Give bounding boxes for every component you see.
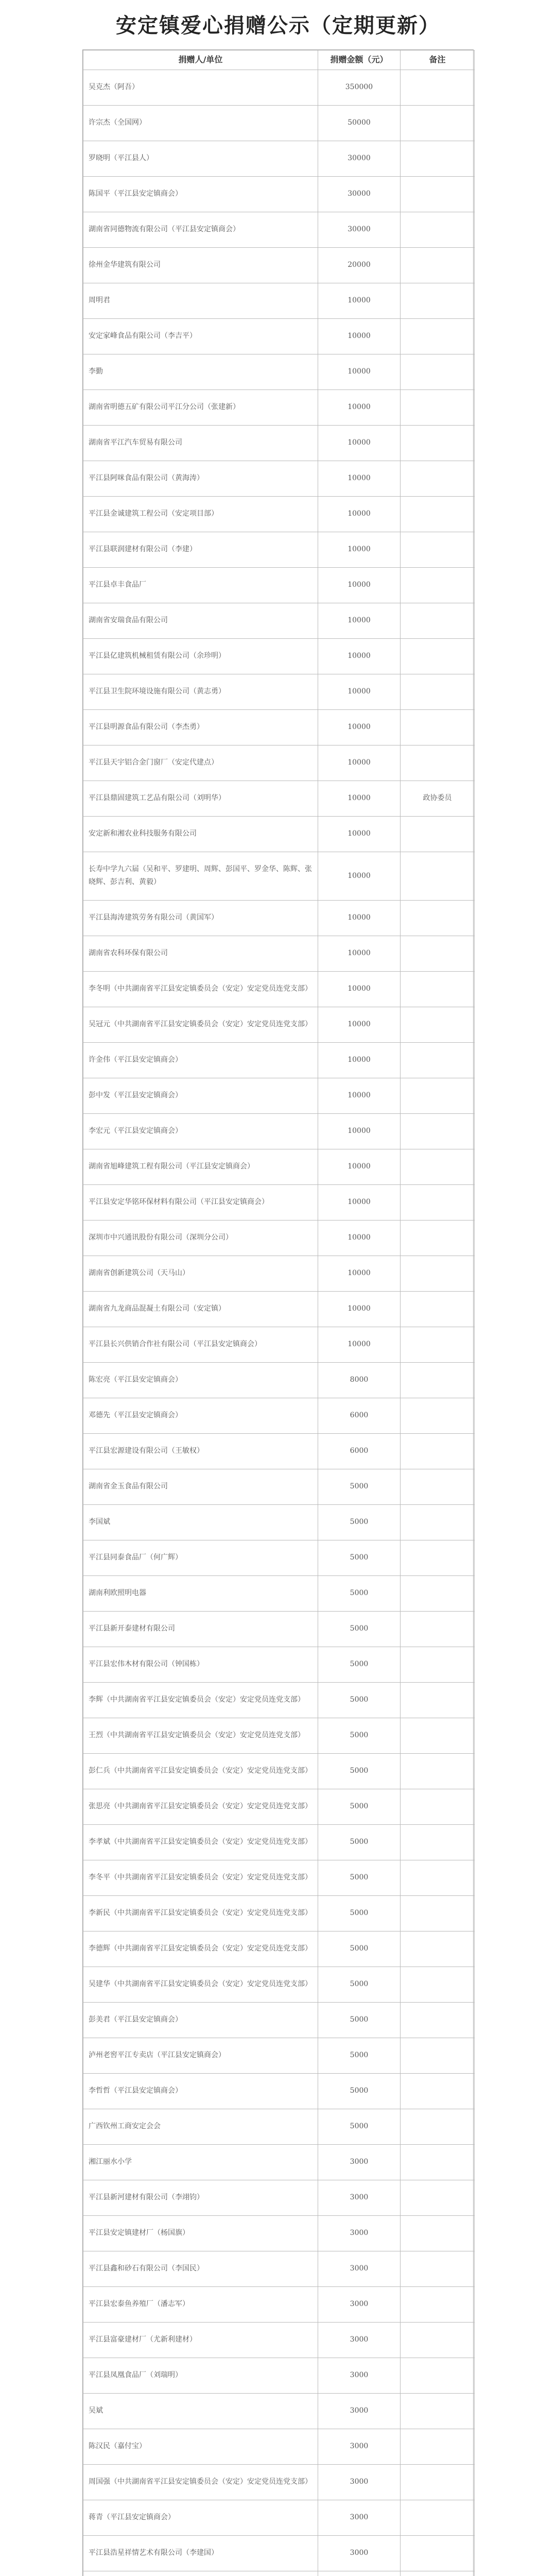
donation-amount: 10000 — [318, 971, 401, 1007]
remark — [401, 1575, 475, 1611]
donor-name: 长寿中学九六届（吴和平、罗建明、周辉、彭国平、罗金华、陈辉、张晓辉、彭吉利、黄毅） — [83, 852, 318, 900]
remark — [401, 900, 475, 936]
table-row — [83, 900, 475, 936]
table-row — [83, 2358, 475, 2393]
remark — [401, 2286, 475, 2322]
table-row — [83, 1469, 475, 1504]
table-row — [83, 1575, 475, 1611]
donor-name: 平江县卫生院环境设施有限公司（黄志勇） — [83, 674, 318, 709]
donation-amount: 50000 — [318, 105, 401, 141]
donor-name: 蒋青（平江县安定镇商会） — [83, 2500, 318, 2535]
table-row — [83, 1718, 475, 1753]
donor-name: 李辉（中共湖南省平江县安定镇委员会（安定）安定党员连党支部） — [83, 1682, 318, 1718]
donor-name: 李勤 — [83, 354, 318, 389]
donor-name: 平江县宏泰鱼养殖厂（潘志军） — [83, 2286, 318, 2322]
donor-name: 吴冠元（中共湖南省平江县安定镇委员会（安定）安定党员连党支部） — [83, 1007, 318, 1042]
table-row — [83, 2500, 475, 2535]
donor-name: 平江县同泰食品厂（何广辉） — [83, 1540, 318, 1575]
donor-name: 李德辉（中共湖南省平江县安定镇委员会（安定）安定党员连党支部） — [83, 1931, 318, 1967]
table-row — [83, 532, 475, 567]
donation-amount: 5000 — [318, 1540, 401, 1575]
table-row — [83, 141, 475, 176]
table-row — [83, 1398, 475, 1433]
table-row — [83, 1611, 475, 1647]
donation-amount: 3000 — [318, 2464, 401, 2500]
table-row — [83, 1895, 475, 1931]
table-row — [83, 1220, 475, 1256]
donation-amount: 10000 — [318, 603, 401, 638]
table-row — [83, 1682, 475, 1718]
donor-name: 平江县新开泰建材有限公司 — [83, 1611, 318, 1647]
donor-name: 陈宏亮（平江县安定镇商会） — [83, 1362, 318, 1398]
table-row — [83, 176, 475, 212]
donation-amount: 10000 — [318, 1220, 401, 1256]
donation-amount: 5000 — [318, 1504, 401, 1540]
donor-name — [83, 2571, 318, 2576]
remark — [401, 1718, 475, 1753]
donor-name: 平江县富豪建材厂（尤新利建材） — [83, 2322, 318, 2358]
table-row — [83, 389, 475, 425]
donor-name: 平江县金诚建筑工程公司（安定项目部） — [83, 496, 318, 532]
donor-name: 平江县宏伟木材有限公司（钟国栋） — [83, 1647, 318, 1682]
donor-name: 安定家峰食品有限公司（李吉平） — [83, 318, 318, 354]
table-row — [83, 496, 475, 532]
table-row — [83, 674, 475, 709]
remark — [401, 2144, 475, 2180]
donation-amount: 5000 — [318, 2002, 401, 2038]
donation-amount: 5000 — [318, 1860, 401, 1895]
table-row — [83, 70, 475, 105]
table-row — [83, 2535, 475, 2571]
remark — [401, 318, 475, 354]
donor-name: 邓德先（平江县安定镇商会） — [83, 1398, 318, 1433]
remark — [401, 1433, 475, 1469]
donation-amount — [318, 2571, 401, 2576]
donation-table-container — [82, 49, 474, 2576]
donor-name: 湖南省金玉食品有限公司 — [83, 1469, 318, 1504]
donor-name: 吴建华（中共湖南省平江县安定镇委员会（安定）安定党员连党支部） — [83, 1967, 318, 2002]
remark — [401, 2251, 475, 2286]
donor-name: 平江县安定镇建材厂（杨国旗） — [83, 2215, 318, 2251]
donation-amount: 10000 — [318, 389, 401, 425]
remark — [401, 2358, 475, 2393]
donation-amount: 3000 — [318, 2358, 401, 2393]
donation-amount: 3000 — [318, 2393, 401, 2429]
donation-amount: 3000 — [318, 2215, 401, 2251]
donation-amount: 5000 — [318, 1789, 401, 1824]
donor-name: 平江县鼎固建筑工艺品有限公司（刘明华） — [83, 781, 318, 816]
donation-amount: 6000 — [318, 1398, 401, 1433]
donor-name: 湖南省九龙商品混凝土有限公司（安定镇） — [83, 1291, 318, 1327]
remark — [401, 1895, 475, 1931]
donor-name: 周明君 — [83, 283, 318, 318]
donor-name: 吴斌 — [83, 2393, 318, 2429]
donation-amount: 5000 — [318, 2038, 401, 2073]
donor-name: 平江县凤凰食品厂（刘瑞明） — [83, 2358, 318, 2393]
donation-amount: 5000 — [318, 1647, 401, 1682]
donor-name: 平江县长兴供销合作社有限公司（平江县安定镇商会） — [83, 1327, 318, 1362]
table-row — [83, 2215, 475, 2251]
table-row — [83, 1647, 475, 1682]
remark — [401, 1789, 475, 1824]
donation-amount: 10000 — [318, 461, 401, 496]
table-row — [83, 2286, 475, 2322]
donor-name: 李宏元（平江县安定镇商会） — [83, 1113, 318, 1149]
table-row — [83, 318, 475, 354]
remark — [401, 1860, 475, 1895]
donation-amount: 10000 — [318, 745, 401, 781]
header-amount: 捐赠金额（元） — [318, 50, 401, 70]
remark — [401, 1398, 475, 1433]
donor-name: 平江县宏源建设有限公司（王敏权） — [83, 1433, 318, 1469]
donation-amount: 8000 — [318, 1362, 401, 1398]
remark — [401, 816, 475, 852]
donation-amount: 5000 — [318, 1682, 401, 1718]
donation-amount: 30000 — [318, 141, 401, 176]
remark — [401, 1931, 475, 1967]
donation-amount: 10000 — [318, 1256, 401, 1291]
table-header-row — [83, 50, 475, 70]
table-row — [83, 1753, 475, 1789]
page-title: 安定镇爱心捐赠公示（定期更新） — [116, 13, 440, 38]
donor-name: 湖南省农科环保有限公司 — [83, 936, 318, 971]
remark — [401, 567, 475, 603]
donor-name: 平江县海涛建筑劳务有限公司（黄国军） — [83, 900, 318, 936]
remark — [401, 1256, 475, 1291]
table-row — [83, 1789, 475, 1824]
table-row — [83, 2002, 475, 2038]
remark — [401, 496, 475, 532]
donor-name: 徐州金华建筑有限公司 — [83, 247, 318, 283]
donor-name: 李冬明（中共湖南省平江县安定镇委员会（安定）安定党员连党支部） — [83, 971, 318, 1007]
donation-amount: 10000 — [318, 852, 401, 900]
donation-amount: 10000 — [318, 1149, 401, 1184]
table-row — [83, 1007, 475, 1042]
donor-name: 李冬平（中共湖南省平江县安定镇委员会（安定）安定党员连党支部） — [83, 1860, 318, 1895]
donation-amount: 3000 — [318, 2322, 401, 2358]
donation-amount: 10000 — [318, 283, 401, 318]
table-row — [83, 2251, 475, 2286]
donor-name: 平江县鑫和砂石有限公司（李国民） — [83, 2251, 318, 2286]
table-row — [83, 1256, 475, 1291]
table-row — [83, 1967, 475, 2002]
donor-name: 李孝斌（中共湖南省平江县安定镇委员会（安定）安定党员连党支部） — [83, 1824, 318, 1860]
table-row — [83, 1860, 475, 1895]
donation-amount: 3000 — [318, 2286, 401, 2322]
table-row — [83, 2144, 475, 2180]
donation-amount: 5000 — [318, 1895, 401, 1931]
remark — [401, 354, 475, 389]
remark — [401, 283, 475, 318]
donation-table — [83, 50, 475, 2576]
donation-amount: 350000 — [318, 70, 401, 105]
table-row — [83, 354, 475, 389]
table-row — [83, 971, 475, 1007]
donation-amount: 5000 — [318, 2109, 401, 2144]
remark — [401, 176, 475, 212]
remark — [401, 971, 475, 1007]
donor-name: 许宗杰（全国网） — [83, 105, 318, 141]
table-row — [83, 2571, 475, 2576]
donor-name: 平江县阿咪食品有限公司（黄海涛） — [83, 461, 318, 496]
donor-name: 王烈（中共湖南省平江县安定镇委员会（安定）安定党员连党支部） — [83, 1718, 318, 1753]
donor-name: 湖南省明德五矿有限公司平江分公司（张建新） — [83, 389, 318, 425]
remark — [401, 1540, 475, 1575]
donation-amount: 10000 — [318, 354, 401, 389]
table-row — [83, 1149, 475, 1184]
remark — [401, 674, 475, 709]
table-row — [83, 745, 475, 781]
donor-name: 陈汉民（嘉付宝） — [83, 2429, 318, 2464]
donor-name: 广西钦州工商安定会会 — [83, 2109, 318, 2144]
remark — [401, 852, 475, 900]
donor-name: 陈国平（平江县安定镇商会） — [83, 176, 318, 212]
donation-amount: 10000 — [318, 781, 401, 816]
table-row — [83, 567, 475, 603]
donation-amount: 20000 — [318, 247, 401, 283]
remark — [401, 2109, 475, 2144]
donor-name: 吴克杰（阿吾） — [83, 70, 318, 105]
donation-amount: 10000 — [318, 816, 401, 852]
donor-name: 湖南利欧照明电器 — [83, 1575, 318, 1611]
table-row — [83, 1504, 475, 1540]
donor-name: 罗晓明（平江县人） — [83, 141, 318, 176]
donation-amount: 3000 — [318, 2500, 401, 2535]
remark — [401, 603, 475, 638]
table-row — [83, 1042, 475, 1078]
donation-amount: 5000 — [318, 1469, 401, 1504]
donor-name: 平江县新河建材有限公司（李翊钧） — [83, 2180, 318, 2215]
donation-amount: 5000 — [318, 1753, 401, 1789]
donor-name: 许金伟（平江县安定镇商会） — [83, 1042, 318, 1078]
table-row — [83, 1184, 475, 1220]
donation-amount: 5000 — [318, 1718, 401, 1753]
remark — [401, 1291, 475, 1327]
remark — [401, 212, 475, 247]
table-row — [83, 425, 475, 461]
donation-amount: 10000 — [318, 1327, 401, 1362]
table-row — [83, 2322, 475, 2358]
donor-name: 平江县天宇铝合金门窗厂（安定代建点） — [83, 745, 318, 781]
table-row — [83, 212, 475, 247]
table-row — [83, 638, 475, 674]
table-body — [83, 70, 475, 2576]
remark — [401, 2500, 475, 2535]
remark — [401, 105, 475, 141]
donation-amount: 3000 — [318, 2251, 401, 2286]
remark — [401, 2038, 475, 2073]
donor-name: 周国强（中共湖南省平江县安定镇委员会（安定）安定党员连党支部） — [83, 2464, 318, 2500]
donation-amount: 3000 — [318, 2429, 401, 2464]
table-row — [83, 1824, 475, 1860]
remark — [401, 2393, 475, 2429]
donation-amount: 5000 — [318, 1575, 401, 1611]
donation-amount: 10000 — [318, 900, 401, 936]
table-row — [83, 2038, 475, 2073]
table-row — [83, 709, 475, 745]
remark — [401, 70, 475, 105]
donor-name: 张思亮（中共湖南省平江县安定镇委员会（安定）安定党员连党支部） — [83, 1789, 318, 1824]
table-row — [83, 781, 475, 816]
remark — [401, 389, 475, 425]
donor-name: 湖南省安瑞食品有限公司 — [83, 603, 318, 638]
donor-name: 彭仁兵（中共湖南省平江县安定镇委员会（安定）安定党员连党支部） — [83, 1753, 318, 1789]
donation-amount: 3000 — [318, 2535, 401, 2571]
donation-amount: 5000 — [318, 1611, 401, 1647]
table-row — [83, 1540, 475, 1575]
remark — [401, 532, 475, 567]
donation-amount: 6000 — [318, 1433, 401, 1469]
remark — [401, 247, 475, 283]
donor-name: 彭中发（平江县安定镇商会） — [83, 1078, 318, 1113]
table-row — [83, 2464, 475, 2500]
remark — [401, 2464, 475, 2500]
remark — [401, 2180, 475, 2215]
table-row — [83, 2429, 475, 2464]
donor-name: 泸州老窖平江专卖店（平江县安定镇商会） — [83, 2038, 318, 2073]
table-row — [83, 2180, 475, 2215]
table-row — [83, 461, 475, 496]
donor-name: 李国斌 — [83, 1504, 318, 1540]
donor-name: 平江县浩星祥情艺术有限公司（李建国） — [83, 2535, 318, 2571]
remark — [401, 1967, 475, 2002]
remark — [401, 425, 475, 461]
remark — [401, 1504, 475, 1540]
donor-name: 平江县明源食品有限公司（李杰勇） — [83, 709, 318, 745]
donation-amount: 30000 — [318, 176, 401, 212]
donor-name: 安定新和湘农业科技服务有限公司 — [83, 816, 318, 852]
remark — [401, 1362, 475, 1398]
donation-amount: 30000 — [318, 212, 401, 247]
remark — [401, 1184, 475, 1220]
donation-amount: 10000 — [318, 1113, 401, 1149]
remark — [401, 1220, 475, 1256]
donation-amount: 5000 — [318, 1931, 401, 1967]
donor-name: 湖南省旭峰建筑工程有限公司（平江县安定镇商会） — [83, 1149, 318, 1184]
remark — [401, 1753, 475, 1789]
remark — [401, 745, 475, 781]
remark — [401, 2429, 475, 2464]
donation-amount: 10000 — [318, 1078, 401, 1113]
remark — [401, 1682, 475, 1718]
remark — [401, 1611, 475, 1647]
donor-name: 李新民（中共湖南省平江县安定镇委员会（安定）安定党员连党支部） — [83, 1895, 318, 1931]
table-row — [83, 1078, 475, 1113]
table-row — [83, 2393, 475, 2429]
header-note: 备注 — [401, 50, 475, 70]
donor-name: 平江县安定华铭环保材料有限公司（平江县安定镇商会） — [83, 1184, 318, 1220]
remark — [401, 1007, 475, 1042]
table-row — [83, 1327, 475, 1362]
table-row — [83, 2109, 475, 2144]
remark — [401, 1078, 475, 1113]
donation-amount: 3000 — [318, 2180, 401, 2215]
donation-amount: 10000 — [318, 567, 401, 603]
remark — [401, 1469, 475, 1504]
donor-name: 湖南省创新建筑公司（天马山） — [83, 1256, 318, 1291]
remark — [401, 2002, 475, 2038]
remark — [401, 2571, 475, 2576]
donation-amount: 10000 — [318, 425, 401, 461]
remark — [401, 2322, 475, 2358]
donor-name: 平江县亿建筑机械租赁有限公司（余珍明） — [83, 638, 318, 674]
donation-amount: 5000 — [318, 2073, 401, 2109]
donation-amount: 3000 — [318, 2144, 401, 2180]
table-row — [83, 852, 475, 900]
donor-name: 平江县联润建材有限公司（李建） — [83, 532, 318, 567]
remark — [401, 638, 475, 674]
donation-amount: 10000 — [318, 638, 401, 674]
donation-amount: 10000 — [318, 936, 401, 971]
donor-name: 湖南省平江汽车贸易有限公司 — [83, 425, 318, 461]
table-row — [83, 1931, 475, 1967]
remark — [401, 2535, 475, 2571]
table-row — [83, 283, 475, 318]
table-row — [83, 816, 475, 852]
table-row — [83, 1433, 475, 1469]
donation-amount: 10000 — [318, 1291, 401, 1327]
table-row — [83, 603, 475, 638]
donor-name: 平江县卓丰食品厂 — [83, 567, 318, 603]
remark — [401, 936, 475, 971]
donor-name: 深圳市中兴通讯股份有限公司（深圳分公司） — [83, 1220, 318, 1256]
donor-name: 湖南省同德物流有限公司（平江县安定镇商会） — [83, 212, 318, 247]
donation-amount: 10000 — [318, 496, 401, 532]
remark — [401, 1149, 475, 1184]
table-row — [83, 1291, 475, 1327]
donation-amount: 10000 — [318, 1042, 401, 1078]
donation-amount: 10000 — [318, 674, 401, 709]
remark — [401, 1647, 475, 1682]
table-row — [83, 247, 475, 283]
remark — [401, 141, 475, 176]
remark — [401, 1824, 475, 1860]
remark — [401, 709, 475, 745]
table-row — [83, 2073, 475, 2109]
donation-amount: 10000 — [318, 532, 401, 567]
donation-amount: 5000 — [318, 1967, 401, 2002]
donation-amount: 10000 — [318, 1184, 401, 1220]
donation-amount: 10000 — [318, 709, 401, 745]
header-donor: 捐赠人/单位 — [83, 50, 318, 70]
remark — [401, 1327, 475, 1362]
donation-amount: 10000 — [318, 1007, 401, 1042]
remark — [401, 1113, 475, 1149]
donor-name: 湘江丽水小学 — [83, 2144, 318, 2180]
table-row — [83, 1113, 475, 1149]
donor-name: 彭美君（平江县安定镇商会） — [83, 2002, 318, 2038]
remark — [401, 1042, 475, 1078]
table-row — [83, 1362, 475, 1398]
remark — [401, 2073, 475, 2109]
remark: 政协委员 — [401, 781, 475, 816]
donor-name: 李哲哲（平江县安定镇商会） — [83, 2073, 318, 2109]
remark — [401, 461, 475, 496]
donation-amount: 5000 — [318, 1824, 401, 1860]
table-row — [83, 105, 475, 141]
remark — [401, 2215, 475, 2251]
table-row — [83, 936, 475, 971]
donation-amount: 10000 — [318, 318, 401, 354]
